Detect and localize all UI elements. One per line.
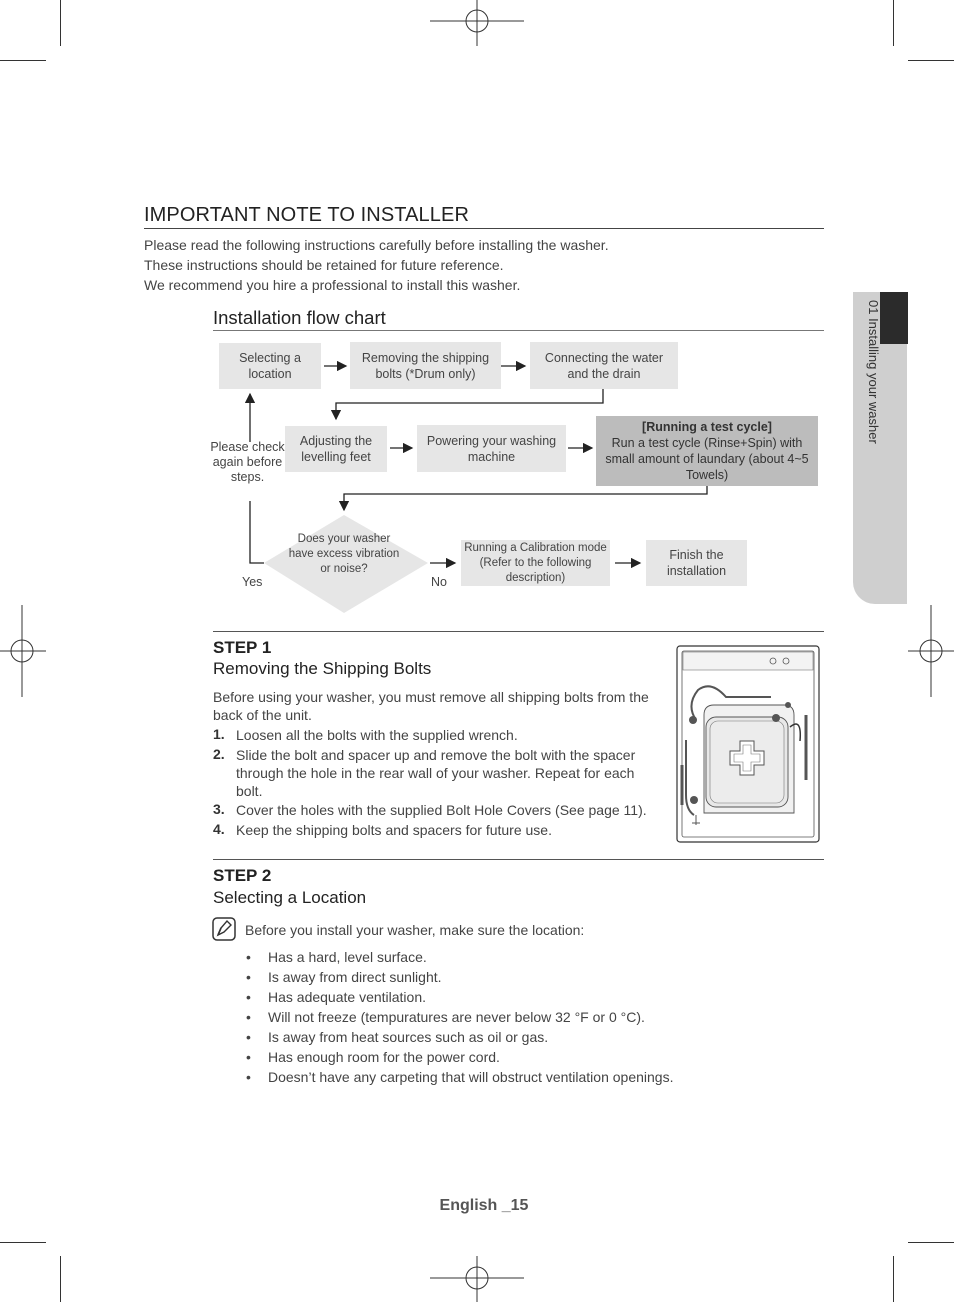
- flow-node-running-test: [596, 416, 818, 486]
- step1-item-num: 1.: [213, 726, 225, 742]
- step1-item-num: 2.: [213, 746, 225, 762]
- location-requirement: Doesn’t have any carpeting that will obstruct ventilation openings.: [268, 1069, 674, 1085]
- location-requirement: Has a hard, level surface.: [268, 949, 427, 965]
- title-divider: [144, 228, 824, 229]
- step2-divider: [213, 859, 824, 860]
- registration-mark: [430, 1256, 524, 1302]
- chapter-side-label: 01 Installing your washer: [866, 300, 881, 444]
- flow-node-selecting: Selecting a location: [219, 343, 321, 389]
- flow-node-removing: Removing the shipping bolts (*Drum only): [350, 342, 501, 389]
- flow-node-powering: Powering your washing machine: [417, 425, 566, 472]
- crop-mark: [60, 0, 61, 46]
- step1-item: Keep the shipping bolts and spacers for future use.: [236, 822, 552, 838]
- registration-mark: [430, 0, 524, 46]
- note-pencil-icon: [212, 917, 236, 941]
- step1-item-num: 3.: [213, 801, 225, 817]
- step1-intro: Before using your washer, you must remove all shipping bolts from the back of the unit.: [213, 689, 649, 723]
- step1-item: Loosen all the bolts with the supplied wrench.: [236, 727, 518, 743]
- location-requirement: Is away from direct sunlight.: [268, 969, 442, 985]
- bullet-marker: •: [246, 1009, 251, 1025]
- flow-node-finish: Finish the installation: [646, 540, 747, 586]
- bullet-marker: •: [246, 949, 251, 965]
- intro-line: Please read the following instructions carefully before installing the washer.: [144, 237, 609, 253]
- step2-note: Before you install your washer, make sure the location:: [245, 922, 585, 938]
- location-requirement: Will not freeze (tempuratures are never below 32 °F or 0 °C).: [268, 1009, 645, 1025]
- intro-line: These instructions should be retained for future reference.: [144, 257, 504, 273]
- location-requirement: Has adequate ventilation.: [268, 989, 426, 1005]
- location-requirement: Is away from heat sources such as oil or gas.: [268, 1029, 549, 1045]
- flow-node-calibration: Running a Calibration mode (Refer to the following description): [461, 540, 610, 586]
- step1-divider: [213, 631, 824, 632]
- bullet-marker: •: [246, 989, 251, 1005]
- registration-mark: [908, 605, 954, 697]
- yes-label: Yes: [242, 575, 263, 589]
- page-title: IMPORTANT NOTE TO INSTALLER: [144, 204, 469, 226]
- step1-label: STEP 1: [213, 638, 272, 657]
- no-label: No: [431, 575, 447, 589]
- crop-mark: [60, 1256, 61, 1302]
- step1-title: Removing the Shipping Bolts: [213, 659, 432, 678]
- registration-mark: [0, 605, 46, 697]
- crop-mark: [908, 1242, 954, 1243]
- bullet-marker: •: [246, 1029, 251, 1045]
- flow-node-adjusting: Adjusting the levelling feet: [285, 426, 387, 472]
- flowchart-heading: Installation flow chart: [213, 307, 386, 328]
- flow-node-question: Does your washer have excess vibration or noise?: [288, 533, 400, 575]
- step2-label: STEP 2: [213, 866, 272, 885]
- crop-mark: [908, 60, 954, 61]
- flowchart-divider: [213, 330, 824, 331]
- step1-item: Cover the holes with the supplied Bolt Hole Covers (See page 11).: [236, 802, 647, 818]
- crop-mark: [0, 1242, 46, 1243]
- location-requirement: Has enough room for the power cord.: [268, 1049, 500, 1065]
- page-number-footer: English _15: [439, 1197, 529, 1214]
- crop-mark: [893, 1256, 894, 1302]
- step1-item: Slide the bolt and spacer up and remove the bolt with the spacer through the hole in the rear wall of your washer. Repeat for each bolt.: [236, 747, 636, 799]
- running-test-title: [Running a test cycle]: [642, 420, 772, 434]
- flow-node-connecting: Connecting the water and the drain: [530, 342, 678, 389]
- washer-back-illustration: [676, 645, 820, 843]
- crop-mark: [893, 0, 894, 46]
- please-check-note: Please check again before steps.: [210, 440, 285, 484]
- crop-mark: [0, 60, 46, 61]
- bullet-marker: •: [246, 1049, 251, 1065]
- intro-line: We recommend you hire a professional to install this washer.: [144, 277, 521, 293]
- step1-item-num: 4.: [213, 821, 225, 837]
- chapter-side-tab-marker: [880, 292, 908, 344]
- running-test-body: Run a test cycle (Rinse+Spin) with small amount of laundary (about 4~5 Towels): [605, 436, 809, 482]
- step2-title: Selecting a Location: [213, 888, 367, 907]
- bullet-marker: •: [246, 969, 251, 985]
- bullet-marker: •: [246, 1069, 251, 1085]
